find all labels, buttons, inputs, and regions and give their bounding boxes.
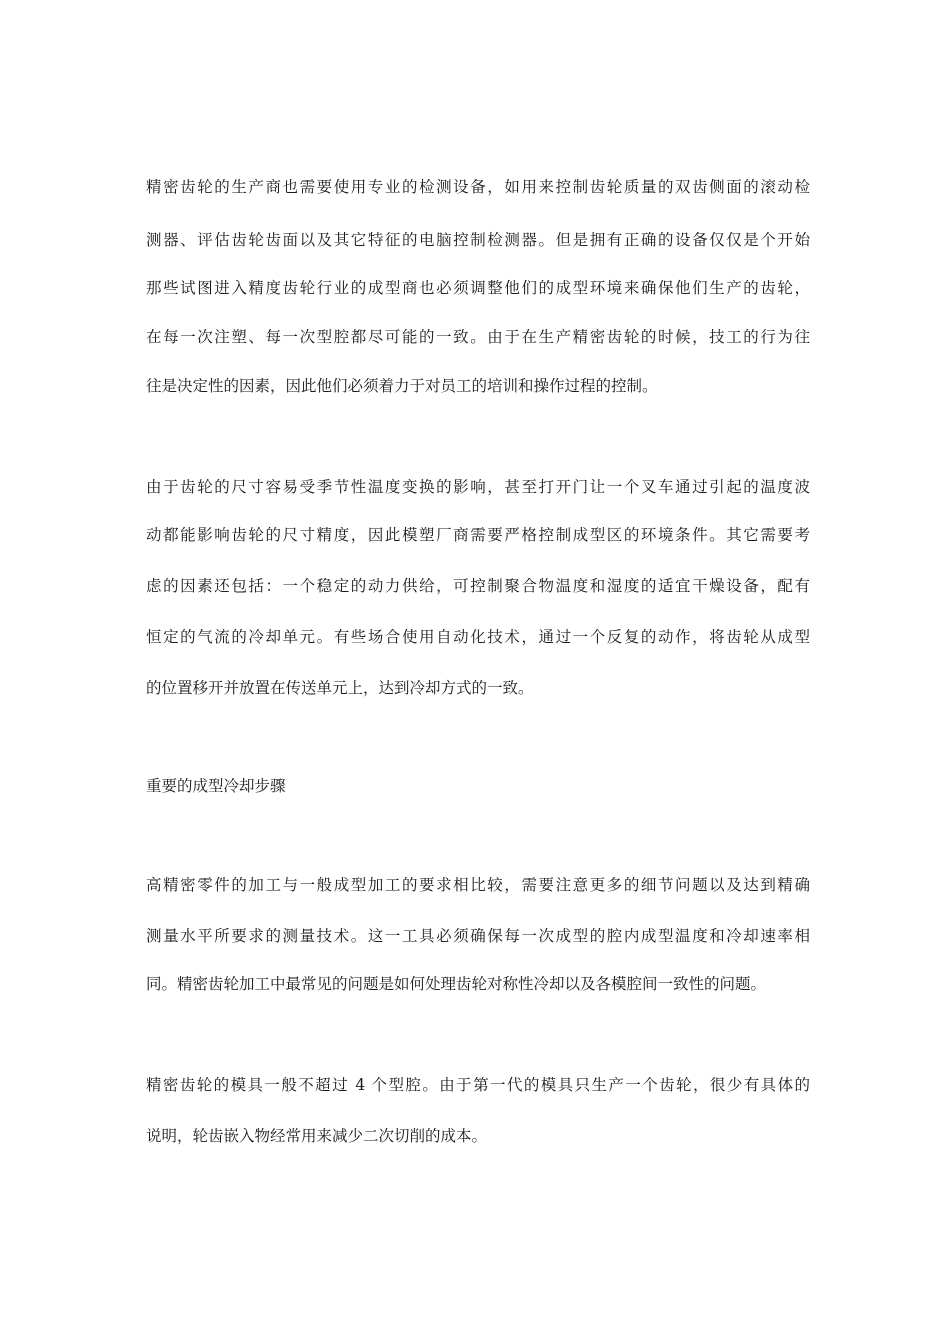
paragraph-2-line-4: 恒定的气流的冷却单元。有些场合使用自动化技术，通过一个反复的动作，将齿轮从成型: [146, 628, 810, 646]
paragraph-2-line-3: 虑的因素还包括：一个稳定的动力供给，可控制聚合物温度和湿度的适宜干燥设备，配有: [146, 577, 810, 595]
paragraph-2-line-5: 的位置移开并放置在传送单元上，达到冷却方式的一致。: [146, 679, 534, 697]
paragraph-1-line-3: 那些试图进入精度齿轮行业的成型商也必须调整他们的成型环境来确保他们生产的齿轮，: [146, 279, 810, 297]
paragraph-5-line-2: 说明，轮齿嵌入物经常用来减少二次切削的成本。: [146, 1127, 488, 1145]
paragraph-4-line-1: 高精密零件的加工与一般成型加工的要求相比较，需要注意更多的细节问题以及达到精确: [146, 876, 810, 894]
paragraph-1-line-5: 往是决定性的因素，因此他们必须着力于对员工的培训和操作过程的控制。: [146, 377, 658, 395]
paragraph-1-line-1: 精密齿轮的生产商也需要使用专业的检测设备，如用来控制齿轮质量的双齿侧面的滚动检: [146, 178, 810, 196]
paragraph-4-line-3: 同。精密齿轮加工中最常见的问题是如何处理齿轮对称性冷却以及各模腔间一致性的问题。: [146, 975, 767, 993]
paragraph-5-line-1: 精密齿轮的模具一般不超过 4 个型腔。由于第一代的模具只生产一个齿轮，很少有具体的: [146, 1076, 810, 1094]
paragraph-2-line-2: 动都能影响齿轮的尺寸精度，因此模塑厂商需要严格控制成型区的环境条件。其它需要考: [146, 526, 810, 544]
section-heading: 重要的成型冷却步骤: [146, 777, 286, 795]
paragraph-2-line-1: 由于齿轮的尺寸容易受季节性温度变换的影响，甚至打开门让一个叉车通过引起的温度波: [146, 478, 810, 496]
paragraph-1-line-4: 在每一次注塑、每一次型腔都尽可能的一致。由于在生产精密齿轮的时候，技工的行为往: [146, 328, 810, 346]
paragraph-1-line-2: 测器、评估齿轮齿面以及其它特征的电脑控制检测器。但是拥有正确的设备仅仅是个开始: [146, 231, 810, 249]
paragraph-4-line-2: 测量水平所要求的测量技术。这一工具必须确保每一次成型的腔内成型温度和冷却速率相: [146, 927, 810, 945]
